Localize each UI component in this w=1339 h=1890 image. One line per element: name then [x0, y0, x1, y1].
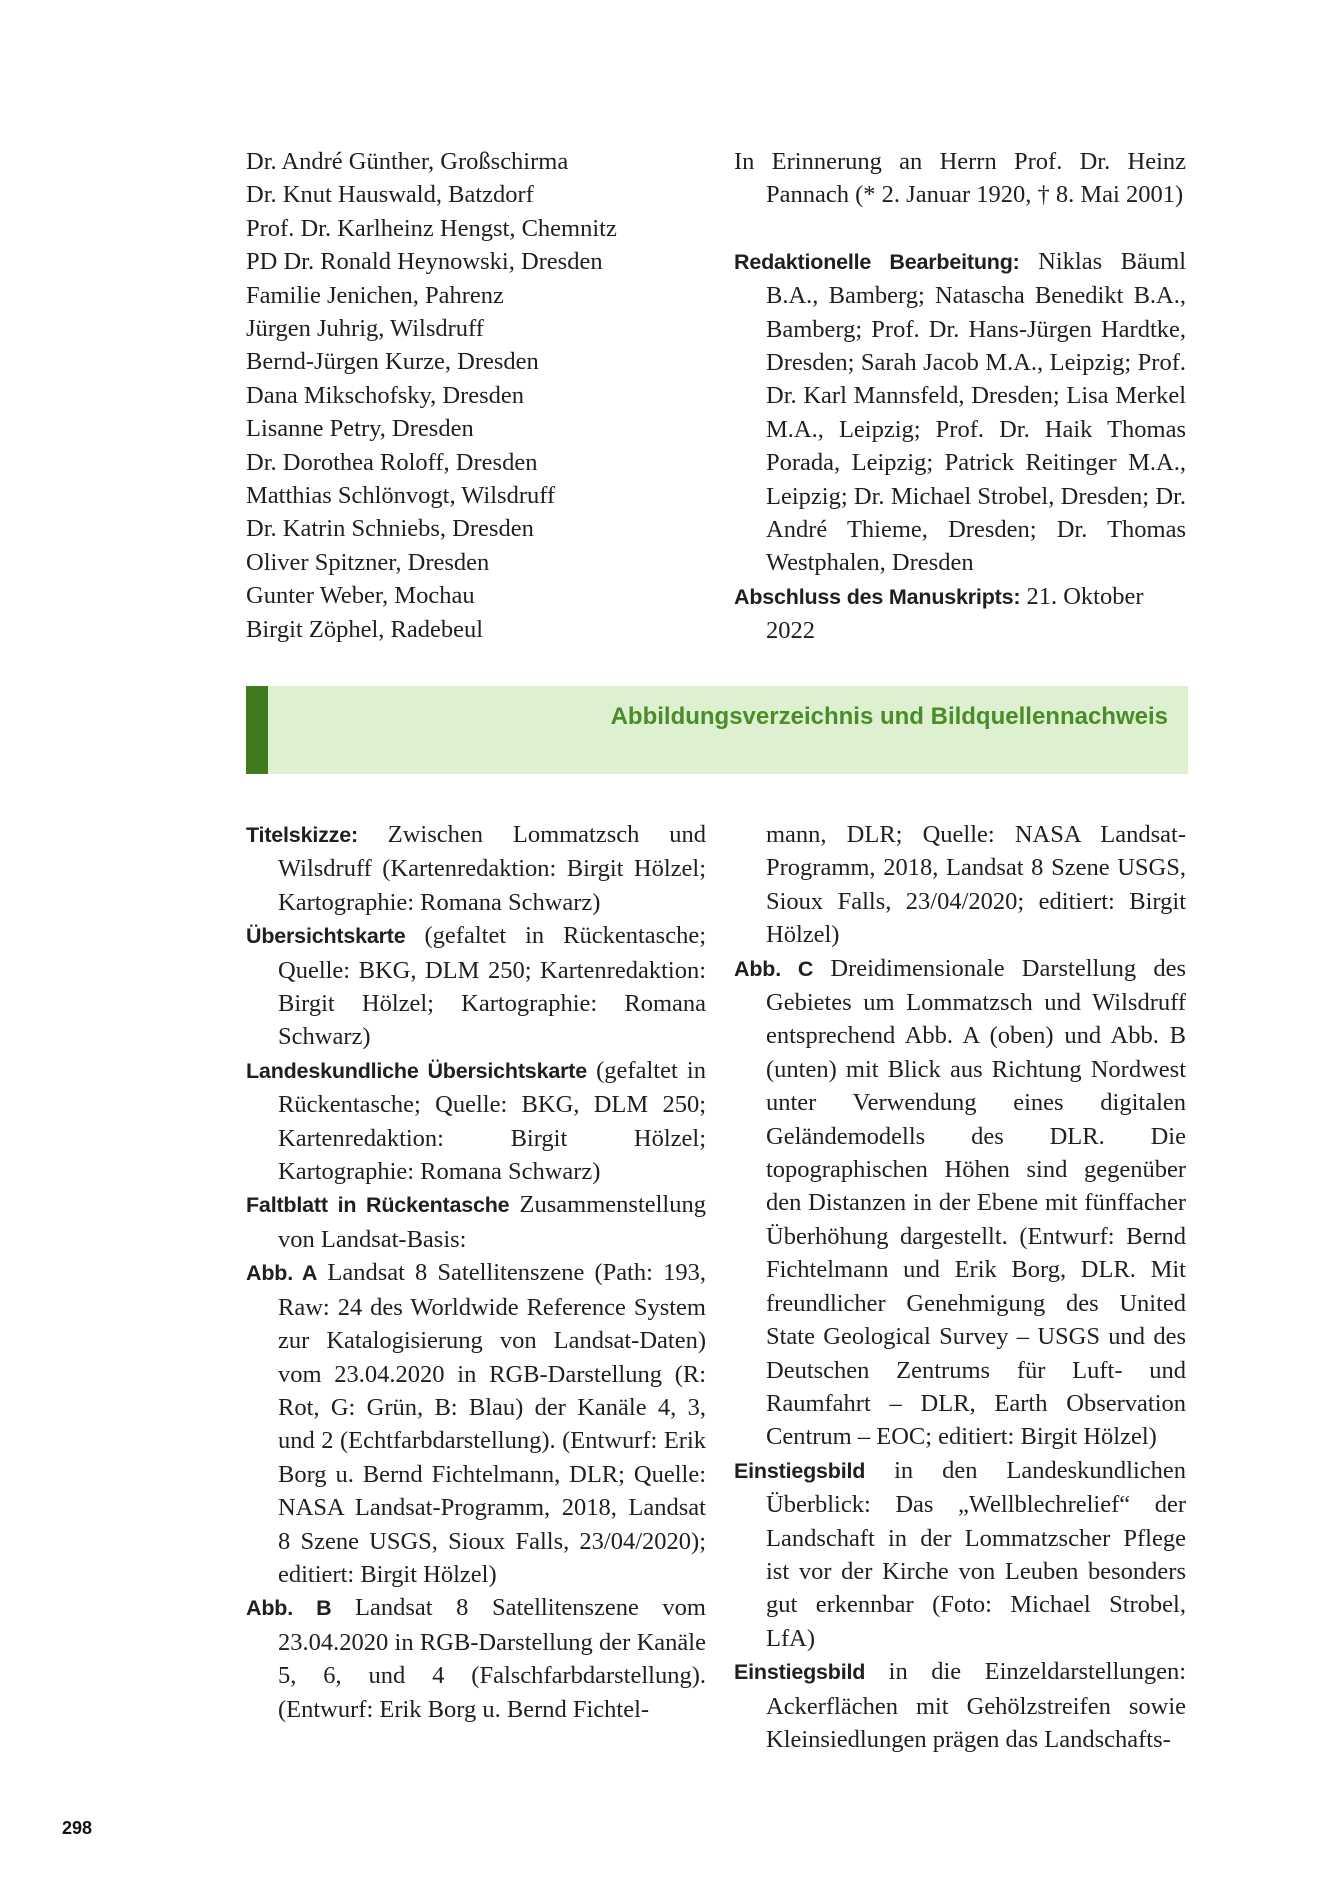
list-item: Dr. Dorothea Roloff, Dresden	[246, 448, 538, 476]
list-item: Matthias Schlönvogt, Wilsdruff	[246, 482, 556, 510]
page-number: 298	[62, 1818, 93, 1838]
heading-accent	[246, 686, 268, 774]
list-item	[246, 1188, 706, 1256]
list-item: Oliver Spitzner, Dresden	[246, 548, 490, 576]
list-item	[734, 1655, 1186, 1756]
editorial-label: Redaktionelle Bearbeitung:	[734, 249, 1020, 274]
list-item: Birgit Zöphel, Radebeul	[246, 615, 484, 643]
editorial-credits	[734, 245, 1186, 580]
list-item	[246, 919, 706, 1054]
list-item: Jürgen Juhrig, Wilsdruff	[246, 315, 484, 343]
entry-label: Abb. C	[734, 956, 814, 981]
entry-text: Zwischen Lommatzsch und Wilsdruff (Kartenredaktion: Birgit Hölzel; Kartographie: Romana Schwarz)	[278, 821, 706, 916]
entry-label: Einstiegsbild	[734, 1458, 866, 1483]
entry-text: Landsat 8 Satellitenszene vom 23.04.2020 in RGB-Darstellung der Kanäle 5, 6, und 4 (Falschfarbdarstellung). (Entwurf: Erik Borg u. Bernd Fichtel-	[278, 1594, 706, 1723]
entry-text: Landsat 8 Satellitenszene (Path: 193, Raw: 24 des Worldwide Reference System zur Katalogisierung von Landsat-Daten) vom 23.04.2020 in RGB-Darstellung (R: Rot, G: Grün, B: Blau) der Kanäle 4, 3, und 2 (Echtfarbdarstellung). (Entwurf: Erik Borg u. Bernd Fichtelmann, DLR; Quelle: NASA Landsat-Programm, 2018, Landsat 8 Szene USGS, Sioux Falls, 23/04/2020); editiert: Birgit Hölzel)	[278, 1259, 706, 1588]
list-item: PD Dr. Ronald Heynowski, Dresden	[246, 248, 603, 276]
entry-label: Titelskizze:	[246, 823, 358, 847]
section-heading-bar	[246, 686, 1188, 774]
list-item	[246, 1591, 706, 1726]
entry-text: in den Landeskundlichen Überblick: Das „Wellblechrelief“ der Landschaft in der Lommatzscher Pflege ist vor der Kirche von Leuben besonders gut erkennbar (Foto: Michael Strobel, LfA)	[766, 1456, 1186, 1652]
entry-continuation: mann, DLR; Quelle: NASA Landsat-Programm, 2018, Landsat 8 Szene USGS, Sioux Falls, 23/04/2020; editiert: Birgit Hölzel)	[766, 821, 1186, 949]
editorial-text: Niklas Bäuml B.A., Bamberg; Natascha Benedikt B.A., Bamberg; Prof. Dr. Hans-Jürgen Hardtke, Dresden; Sarah Jacob M.A., Leipzig; Prof. Dr. Karl Mannsfeld, Dresden; Lisa Merkel M.A., Leipzig; Prof. Dr. Haik Thomas Porada, Leipzig; Patrick Reitinger M.A., Leipzig; Dr. Michael Strobel, Dresden; Dr. André Thieme, Dresden; Dr. Thomas Westphalen, Dresden	[766, 247, 1187, 577]
entry-text: in die Einzeldarstellungen: Ackerflächen mit Gehölzstreifen sowie Kleinsiedlungen prägen das Landschafts-	[766, 1658, 1186, 1753]
credits-column	[734, 145, 1186, 648]
entry-text: Zusammenstellung von Landsat-Basis:	[278, 1191, 706, 1253]
manuscript-completion	[734, 580, 1186, 648]
manuscript-label: Abschluss des Manuskripts:	[734, 584, 1021, 609]
acknowledgements-list	[246, 145, 686, 646]
manuscript-date: 21. Oktober 2022	[766, 582, 1144, 645]
list-item	[246, 1256, 706, 1591]
figure-list-left	[246, 818, 706, 1726]
entry-label: Landeskundliche Übersichtskarte	[246, 1058, 587, 1083]
list-item	[734, 1454, 1186, 1655]
list-item	[246, 818, 706, 919]
list-item: Dr. Katrin Schniebs, Dresden	[246, 515, 534, 543]
list-item	[246, 1054, 706, 1189]
figure-list-right	[734, 818, 1186, 1756]
entry-label: Abb. B	[246, 1596, 332, 1621]
list-item: Gunter Weber, Mochau	[246, 582, 475, 610]
entry-label: Einstiegsbild	[734, 1660, 866, 1685]
list-item	[734, 952, 1186, 1454]
entry-label: Faltblatt in Rückentasche	[246, 1193, 510, 1218]
list-item: Dr. Knut Hauswald, Batzdorf	[246, 181, 534, 209]
entry-label: Abb. A	[246, 1261, 318, 1286]
list-item: Prof. Dr. Karlheinz Hengst, Chemnitz	[246, 214, 617, 242]
section-heading: Abbildungsverzeichnis und Bildquellennachweis	[610, 703, 1168, 730]
list-item: Lisanne Petry, Dresden	[246, 415, 474, 443]
list-item: Dr. André Günther, Großschirma	[246, 148, 569, 175]
entry-text: Dreidimensionale Darstellung des Gebietes um Lommatzsch und Wilsdruff entsprechend Abb. A (oben) und Abb. B (unten) mit Blick aus Richtung Nordwest unter Verwendung eines digitalen Geländemodells des DLR. Die topographischen Höhen sind gegenüber den Distanzen in der Ebene mit fünffacher Überhöhung dargestellt. (Entwurf: Bernd Fichtelmann und Erik Borg, DLR. Mit freundlicher Genehmigung des United State Geological Survey – USGS und des Deutschen Zentrums für Luft- und Raumfahrt – DLR, Earth Observation Centrum – EOC; editiert: Birgit Hölzel)	[766, 954, 1186, 1451]
list-item: Bernd-Jürgen Kurze, Dresden	[246, 348, 539, 376]
entry-text: (gefaltet in Rückentasche; Quelle: BKG, DLM 250; Kartenredaktion: Birgit Hölzel; Kartographie: Romana Schwarz)	[278, 1056, 706, 1186]
entry-text: (gefaltet in Rückentasche; Quelle: BKG, DLM 250; Kartenredaktion: Birgit Hölzel; Kartographie: Romana Schwarz)	[278, 922, 706, 1051]
list-item: Dana Mikschofsky, Dresden	[246, 381, 525, 409]
memorial-note: In Erinnerung an Herrn Prof. Dr. Heinz Pannach (* 2. Januar 1920, † 8. Mai 2001)	[734, 148, 1186, 209]
entry-label: Übersichtskarte	[246, 924, 406, 949]
list-item: Familie Jenichen, Pahrenz	[246, 281, 504, 309]
